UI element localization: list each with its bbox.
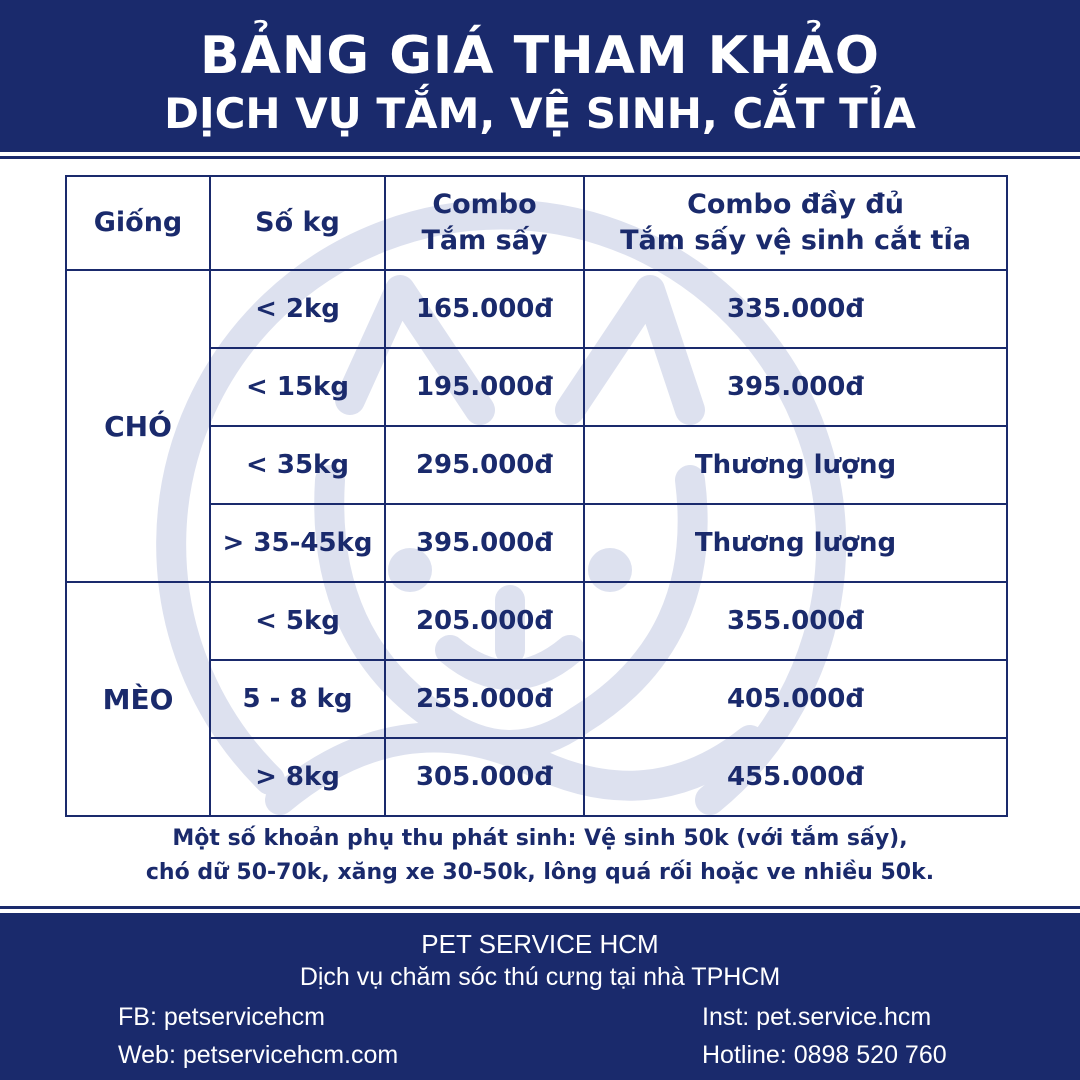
col-header-breed: Giống xyxy=(66,176,210,270)
col-header-full-combo xyxy=(584,176,1007,270)
weight-cell: < 5kg xyxy=(210,582,385,660)
footer-divider xyxy=(0,906,1080,909)
page-title: BẢNG GIÁ THAM KHẢO xyxy=(200,26,880,86)
page-subtitle: DỊCH VỤ TẮM, VỆ SINH, CẮT TỈA xyxy=(164,89,916,138)
hotline-contact: Hotline: 0898 520 760 xyxy=(702,1041,947,1069)
weight-cell: > 35-45kg xyxy=(210,504,385,582)
col-header-full-combo-line2: Tắm sấy vệ sinh cắt tỉa xyxy=(620,225,971,256)
weight-cell: < 2kg xyxy=(210,270,385,348)
full-price-cell: 335.000đ xyxy=(584,270,1007,348)
group-cat: MÈO xyxy=(66,582,210,816)
col-header-full-combo-line1: Combo đầy đủ xyxy=(687,189,904,220)
weight-cell: > 8kg xyxy=(210,738,385,816)
weight-cell: 5 - 8 kg xyxy=(210,660,385,738)
full-price-cell: 455.000đ xyxy=(584,738,1007,816)
weight-cell: < 35kg xyxy=(210,426,385,504)
combo-price-cell: 305.000đ xyxy=(385,738,584,816)
footer-banner xyxy=(0,913,1080,1080)
table-row xyxy=(66,582,1007,660)
combo-price-cell: 255.000đ xyxy=(385,660,584,738)
group-dog: CHÓ xyxy=(66,270,210,582)
col-header-combo xyxy=(385,176,584,270)
facebook-contact: FB: petservicehcm xyxy=(118,1003,326,1031)
col-header-weight: Số kg xyxy=(210,176,385,270)
price-table xyxy=(65,175,1008,817)
combo-price-cell: 205.000đ xyxy=(385,582,584,660)
full-price-cell: 395.000đ xyxy=(584,348,1007,426)
table-row xyxy=(66,270,1007,348)
combo-price-cell: 195.000đ xyxy=(385,348,584,426)
full-price-cell: 355.000đ xyxy=(584,582,1007,660)
table-header-row xyxy=(66,176,1007,270)
brand-name: PET SERVICE HCM xyxy=(421,929,659,959)
instagram-contact: Inst: pet.service.hcm xyxy=(702,1003,932,1031)
header-divider xyxy=(0,156,1080,159)
header-banner xyxy=(0,0,1080,152)
full-price-cell: 405.000đ xyxy=(584,660,1007,738)
full-price-cell: Thương lượng xyxy=(584,504,1007,582)
surcharge-note-line2: chó dữ 50-70k, xăng xe 30-50k, lông quá rối hoặc ve nhiều 50k. xyxy=(145,860,935,885)
surcharge-note-line1: Một số khoản phụ thu phát sinh: Vệ sinh 50k (với tắm sấy), xyxy=(172,826,908,851)
brand-tagline: Dịch vụ chăm sóc thú cưng tại nhà TPHCM xyxy=(299,963,781,991)
combo-price-cell: 165.000đ xyxy=(385,270,584,348)
combo-price-cell: 395.000đ xyxy=(385,504,584,582)
combo-price-cell: 295.000đ xyxy=(385,426,584,504)
full-price-cell: Thương lượng xyxy=(584,426,1007,504)
weight-cell: < 15kg xyxy=(210,348,385,426)
col-header-combo-line2: Tắm sấy xyxy=(421,225,548,256)
col-header-combo-line1: Combo xyxy=(432,189,537,220)
surcharge-note xyxy=(40,822,1040,890)
website-contact: Web: petservicehcm.com xyxy=(118,1041,399,1069)
